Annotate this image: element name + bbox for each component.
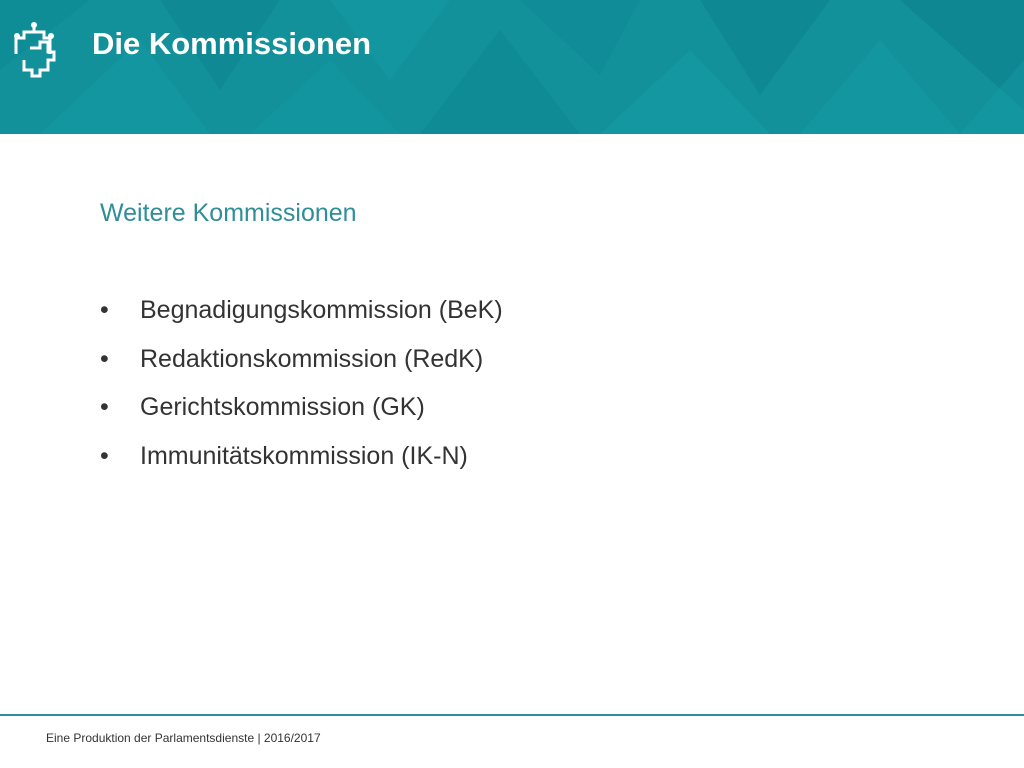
bullet-icon: • [100,393,109,421]
list-item-text: Begnadigungskommission (BeK) [140,296,503,324]
slide-title: Die Kommissionen [92,26,372,61]
bullet-icon: • [100,296,109,324]
bullet-icon: • [100,441,109,470]
parliament-cross-logo-icon [10,22,58,80]
header-pattern [0,0,1024,134]
list-item-text: Gerichtskommission (GK) [140,393,425,421]
bullet-icon: • [100,344,109,373]
footer-divider [0,714,1024,716]
list-item-text: Redaktionskommission (RedK) [140,344,484,373]
footer-text: Eine Produktion der Parlamentsdienste | 2016/2017 [46,731,321,745]
header-banner [0,0,1024,134]
section-subtitle: Weitere Kommissionen [100,199,357,227]
list-item-text: Immunitätskommission (IK-N) [140,441,468,470]
